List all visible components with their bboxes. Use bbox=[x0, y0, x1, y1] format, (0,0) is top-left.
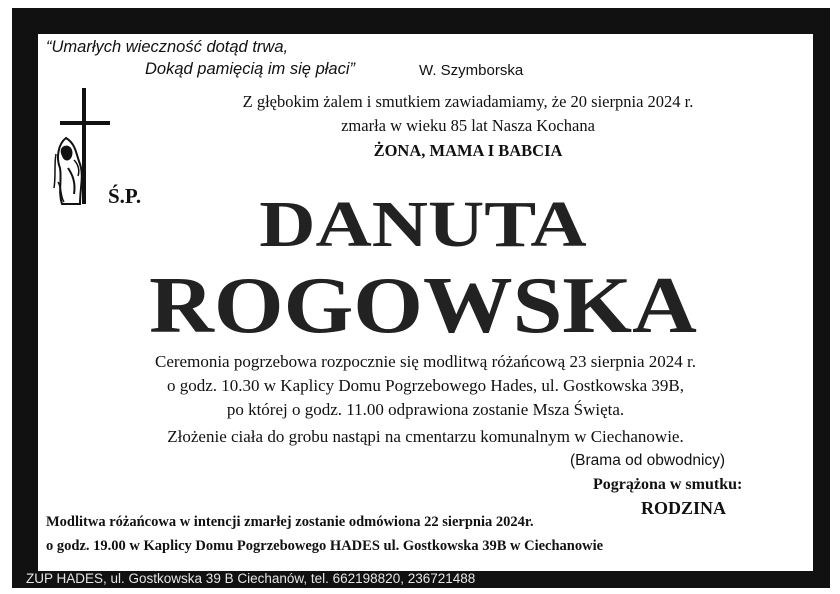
quote-line-1: “Umarłych wieczność dotąd trwa, bbox=[46, 38, 289, 56]
obituary-panel bbox=[38, 34, 813, 571]
black-border-frame bbox=[12, 8, 830, 588]
ceremony-line-2: o godz. 10.30 w Kaplicy Domu Pogrzebowego Hades, ul. Gostkowska 39B, bbox=[166, 376, 684, 395]
ceremony-line-3: po której o godz. 11.00 odprawiona zostanie Msza Święta. bbox=[226, 400, 625, 419]
gate-note: (Brama od obwodnicy) bbox=[570, 452, 726, 469]
quote-author: W. Szymborska bbox=[419, 62, 524, 79]
ceremony-line-1: Ceremonia pogrzebowa rozpocznie się modlitwą różańcową 23 sierpnia 2024 r. bbox=[155, 352, 696, 371]
prayer-line-2: o godz. 19.00 w Kaplicy Domu Pogrzebowego HADES ul. Gostkowska 39B w Ciechanowie bbox=[46, 538, 604, 554]
announcement-line-2: zmarła w wieku 85 lat Nasza Kochana bbox=[341, 116, 595, 135]
footer-contact: ZUP HADES, ul. Gostkowska 39 B Ciechanów, tel. 662198820, 236721488 bbox=[26, 571, 476, 586]
ceremony-line-4: Złożenie ciała do grobu nastąpi na cmentarzu komunalnym w Ciechanowie. bbox=[167, 427, 684, 446]
announcement-line-3: ŻONA, MAMA I BABCIA bbox=[373, 141, 563, 160]
prayer-line-1: Modlitwa różańcowa w intencji zmarłej zostanie odmówiona 22 sierpnia 2024r. bbox=[46, 514, 534, 530]
quote-line-2: Dokąd pamięcią im się płaci” bbox=[145, 60, 355, 78]
sp-label: Ś.P. bbox=[108, 184, 142, 208]
deceased-first-name: DANUTA bbox=[259, 188, 587, 261]
mourners-family: RODZINA bbox=[641, 498, 727, 518]
announcement-line-1: Z głębokim żalem i smutkiem zawiadamiamy, że 20 sierpnia 2024 r. bbox=[242, 92, 694, 111]
mourners-label: Pogrążona w smutku: bbox=[593, 476, 743, 493]
deceased-last-name: ROGOWSKA bbox=[149, 262, 697, 350]
